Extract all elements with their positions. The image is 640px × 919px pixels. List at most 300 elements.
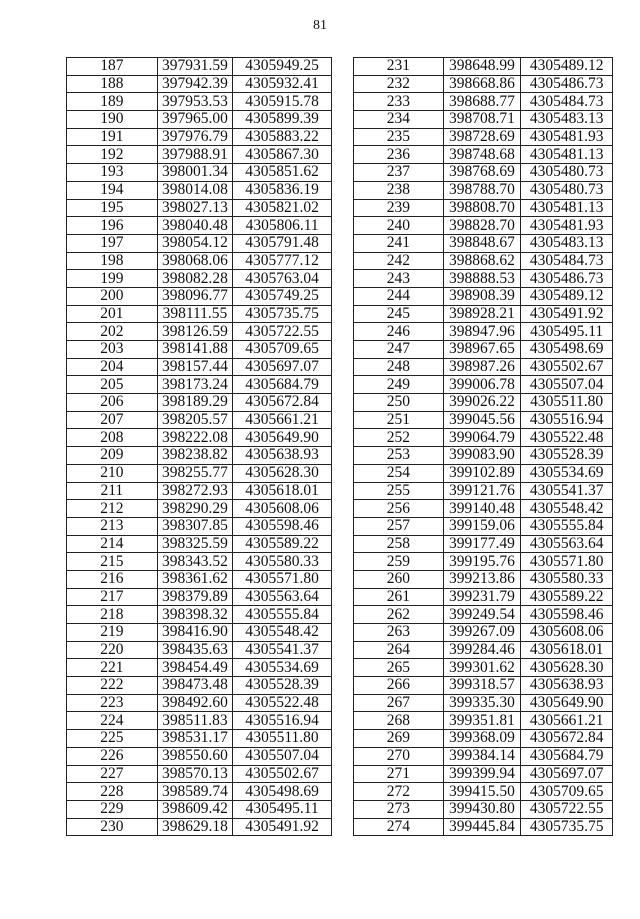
y-coordinate-cell: 4305507.04: [233, 747, 332, 765]
y-coordinate-cell: 4305821.02: [233, 199, 332, 217]
table-row: [354, 217, 613, 235]
point-number-cell: 208: [67, 429, 158, 447]
x-coordinate-cell: 399368.09: [443, 730, 521, 748]
y-coordinate-cell: 4305489.12: [521, 58, 613, 76]
table-row: [354, 659, 613, 677]
x-coordinate-cell: 398189.29: [157, 394, 233, 412]
y-coordinate-cell: 4305608.06: [521, 624, 613, 642]
y-coordinate-cell: 4305649.90: [233, 429, 332, 447]
table-row: [67, 305, 332, 323]
point-number-cell: 198: [67, 252, 158, 270]
coordinates-table-left: [66, 57, 332, 836]
table-row: [354, 305, 613, 323]
y-coordinate-cell: 4305598.46: [233, 517, 332, 535]
y-coordinate-cell: 4305555.84: [233, 606, 332, 624]
y-coordinate-cell: 4305618.01: [521, 641, 613, 659]
x-coordinate-cell: 399064.79: [443, 429, 521, 447]
y-coordinate-cell: 4305571.80: [233, 570, 332, 588]
table-row: [67, 641, 332, 659]
y-coordinate-cell: 4305495.11: [521, 323, 613, 341]
y-coordinate-cell: 4305791.48: [233, 234, 332, 252]
coordinates-table-right: [353, 57, 613, 836]
table-row: [354, 376, 613, 394]
table-row: [67, 588, 332, 606]
table-row: [354, 553, 613, 571]
y-coordinate-cell: 4305489.12: [521, 287, 613, 305]
table-row: [67, 535, 332, 553]
point-number-cell: 207: [67, 411, 158, 429]
x-coordinate-cell: 399430.80: [443, 800, 521, 818]
y-coordinate-cell: 4305722.55: [233, 323, 332, 341]
table-row: [354, 181, 613, 199]
y-coordinate-cell: 4305491.92: [233, 818, 332, 836]
point-number-cell: 241: [354, 234, 444, 252]
x-coordinate-cell: 398343.52: [157, 553, 233, 571]
x-coordinate-cell: 398473.48: [157, 677, 233, 695]
y-coordinate-cell: 4305555.84: [521, 517, 613, 535]
x-coordinate-cell: 398888.53: [443, 270, 521, 288]
x-coordinate-cell: 398609.42: [157, 800, 233, 818]
x-coordinate-cell: 398668.86: [443, 75, 521, 93]
x-coordinate-cell: 398868.62: [443, 252, 521, 270]
table-row: [354, 500, 613, 518]
x-coordinate-cell: 398788.70: [443, 181, 521, 199]
x-coordinate-cell: 399399.94: [443, 765, 521, 783]
y-coordinate-cell: 4305899.39: [233, 111, 332, 129]
table-row: [354, 517, 613, 535]
table-row: [67, 128, 332, 146]
point-number-cell: 228: [67, 783, 158, 801]
point-number-cell: 229: [67, 800, 158, 818]
point-number-cell: 256: [354, 500, 444, 518]
table-row: [354, 712, 613, 730]
table-row: [354, 75, 613, 93]
x-coordinate-cell: 398987.26: [443, 358, 521, 376]
x-coordinate-cell: 398416.90: [157, 624, 233, 642]
x-coordinate-cell: 399177.49: [443, 535, 521, 553]
point-number-cell: 255: [354, 482, 444, 500]
y-coordinate-cell: 4305608.06: [233, 500, 332, 518]
x-coordinate-cell: 397965.00: [157, 111, 233, 129]
x-coordinate-cell: 398111.55: [157, 305, 233, 323]
point-number-cell: 221: [67, 659, 158, 677]
table-row: [67, 606, 332, 624]
point-number-cell: 261: [354, 588, 444, 606]
x-coordinate-cell: 398096.77: [157, 287, 233, 305]
x-coordinate-cell: 398272.93: [157, 482, 233, 500]
y-coordinate-cell: 4305516.94: [233, 712, 332, 730]
point-number-cell: 267: [354, 694, 444, 712]
x-coordinate-cell: 398688.77: [443, 93, 521, 111]
point-number-cell: 225: [67, 730, 158, 748]
x-coordinate-cell: 399140.48: [443, 500, 521, 518]
point-number-cell: 253: [354, 447, 444, 465]
table-row: [67, 252, 332, 270]
point-number-cell: 193: [67, 164, 158, 182]
table-row: [67, 570, 332, 588]
x-coordinate-cell: 399231.79: [443, 588, 521, 606]
point-number-cell: 238: [354, 181, 444, 199]
point-number-cell: 211: [67, 482, 158, 500]
x-coordinate-cell: 398173.24: [157, 376, 233, 394]
table-row: [67, 58, 332, 76]
table-row: [354, 111, 613, 129]
y-coordinate-cell: 4305528.39: [521, 447, 613, 465]
table-row: [67, 517, 332, 535]
point-number-cell: 232: [354, 75, 444, 93]
y-coordinate-cell: 4305672.84: [521, 730, 613, 748]
point-number-cell: 236: [354, 146, 444, 164]
table-row: [354, 234, 613, 252]
x-coordinate-cell: 399006.78: [443, 376, 521, 394]
point-number-cell: 194: [67, 181, 158, 199]
point-number-cell: 204: [67, 358, 158, 376]
point-number-cell: 203: [67, 341, 158, 359]
x-coordinate-cell: 399213.86: [443, 570, 521, 588]
point-number-cell: 270: [354, 747, 444, 765]
table-row: [67, 730, 332, 748]
x-coordinate-cell: 399301.62: [443, 659, 521, 677]
y-coordinate-cell: 4305502.67: [521, 358, 613, 376]
y-coordinate-cell: 4305481.93: [521, 217, 613, 235]
y-coordinate-cell: 4305589.22: [233, 535, 332, 553]
point-number-cell: 223: [67, 694, 158, 712]
point-number-cell: 227: [67, 765, 158, 783]
point-number-cell: 188: [67, 75, 158, 93]
x-coordinate-cell: 398014.08: [157, 181, 233, 199]
x-coordinate-cell: 398511.83: [157, 712, 233, 730]
table-row: [354, 146, 613, 164]
point-number-cell: 250: [354, 394, 444, 412]
x-coordinate-cell: 397976.79: [157, 128, 233, 146]
point-number-cell: 252: [354, 429, 444, 447]
table-row: [67, 411, 332, 429]
point-number-cell: 259: [354, 553, 444, 571]
y-coordinate-cell: 4305589.22: [521, 588, 613, 606]
point-number-cell: 264: [354, 641, 444, 659]
y-coordinate-cell: 4305638.93: [521, 677, 613, 695]
table-row: [354, 128, 613, 146]
y-coordinate-cell: 4305867.30: [233, 146, 332, 164]
table-row: [67, 394, 332, 412]
y-coordinate-cell: 4305486.73: [521, 75, 613, 93]
x-coordinate-cell: 398157.44: [157, 358, 233, 376]
point-number-cell: 268: [354, 712, 444, 730]
x-coordinate-cell: 398027.13: [157, 199, 233, 217]
table-row: [67, 553, 332, 571]
table-body: [354, 58, 613, 836]
point-number-cell: 272: [354, 783, 444, 801]
y-coordinate-cell: 4305571.80: [521, 553, 613, 571]
table-row: [67, 712, 332, 730]
point-number-cell: 230: [67, 818, 158, 836]
x-coordinate-cell: 398908.39: [443, 287, 521, 305]
x-coordinate-cell: 397988.91: [157, 146, 233, 164]
table-row: [67, 111, 332, 129]
y-coordinate-cell: 4305709.65: [521, 783, 613, 801]
x-coordinate-cell: 398325.59: [157, 535, 233, 553]
x-coordinate-cell: 398808.70: [443, 199, 521, 217]
table-row: [354, 535, 613, 553]
y-coordinate-cell: 4305481.13: [521, 146, 613, 164]
point-number-cell: 187: [67, 58, 158, 76]
point-number-cell: 216: [67, 570, 158, 588]
point-number-cell: 199: [67, 270, 158, 288]
x-coordinate-cell: 398928.21: [443, 305, 521, 323]
point-number-cell: 244: [354, 287, 444, 305]
table-row: [354, 747, 613, 765]
table-row: [67, 677, 332, 695]
y-coordinate-cell: 4305628.30: [233, 464, 332, 482]
table-row: [67, 747, 332, 765]
y-coordinate-cell: 4305684.79: [233, 376, 332, 394]
x-coordinate-cell: 398205.57: [157, 411, 233, 429]
point-number-cell: 210: [67, 464, 158, 482]
table-row: [354, 482, 613, 500]
y-coordinate-cell: 4305638.93: [233, 447, 332, 465]
y-coordinate-cell: 4305498.69: [233, 783, 332, 801]
table-row: [67, 164, 332, 182]
x-coordinate-cell: 399284.46: [443, 641, 521, 659]
y-coordinate-cell: 4305483.13: [521, 111, 613, 129]
x-coordinate-cell: 398040.48: [157, 217, 233, 235]
point-number-cell: 234: [354, 111, 444, 129]
point-number-cell: 196: [67, 217, 158, 235]
y-coordinate-cell: 4305511.80: [233, 730, 332, 748]
y-coordinate-cell: 4305932.41: [233, 75, 332, 93]
x-coordinate-cell: 397953.53: [157, 93, 233, 111]
y-coordinate-cell: 4305495.11: [233, 800, 332, 818]
point-number-cell: 209: [67, 447, 158, 465]
point-number-cell: 214: [67, 535, 158, 553]
table-row: [67, 429, 332, 447]
point-number-cell: 219: [67, 624, 158, 642]
y-coordinate-cell: 4305563.64: [521, 535, 613, 553]
x-coordinate-cell: 398728.69: [443, 128, 521, 146]
point-number-cell: 212: [67, 500, 158, 518]
table-row: [354, 624, 613, 642]
point-number-cell: 274: [354, 818, 444, 836]
table-row: [67, 358, 332, 376]
y-coordinate-cell: 4305915.78: [233, 93, 332, 111]
x-coordinate-cell: 398629.18: [157, 818, 233, 836]
table-row: [354, 252, 613, 270]
point-number-cell: 263: [354, 624, 444, 642]
point-number-cell: 222: [67, 677, 158, 695]
y-coordinate-cell: 4305483.13: [521, 234, 613, 252]
table-row: [67, 75, 332, 93]
table-row: [67, 270, 332, 288]
y-coordinate-cell: 4305534.69: [521, 464, 613, 482]
table-row: [354, 588, 613, 606]
x-coordinate-cell: 398082.28: [157, 270, 233, 288]
point-number-cell: 239: [354, 199, 444, 217]
table-row: [67, 181, 332, 199]
y-coordinate-cell: 4305672.84: [233, 394, 332, 412]
table-row: [354, 429, 613, 447]
y-coordinate-cell: 4305480.73: [521, 181, 613, 199]
point-number-cell: 200: [67, 287, 158, 305]
table-row: [354, 800, 613, 818]
y-coordinate-cell: 4305649.90: [521, 694, 613, 712]
table-row: [354, 783, 613, 801]
table-row: [354, 323, 613, 341]
y-coordinate-cell: 4305484.73: [521, 93, 613, 111]
x-coordinate-cell: 398435.63: [157, 641, 233, 659]
y-coordinate-cell: 4305522.48: [521, 429, 613, 447]
y-coordinate-cell: 4305507.04: [521, 376, 613, 394]
x-coordinate-cell: 398454.49: [157, 659, 233, 677]
point-number-cell: 226: [67, 747, 158, 765]
y-coordinate-cell: 4305491.92: [521, 305, 613, 323]
x-coordinate-cell: 397931.59: [157, 58, 233, 76]
table-row: [354, 164, 613, 182]
y-coordinate-cell: 4305534.69: [233, 659, 332, 677]
y-coordinate-cell: 4305661.21: [233, 411, 332, 429]
x-coordinate-cell: 398255.77: [157, 464, 233, 482]
point-number-cell: 233: [354, 93, 444, 111]
x-coordinate-cell: 398708.71: [443, 111, 521, 129]
x-coordinate-cell: 398222.08: [157, 429, 233, 447]
x-coordinate-cell: 398398.32: [157, 606, 233, 624]
y-coordinate-cell: 4305498.69: [521, 341, 613, 359]
table-row: [67, 93, 332, 111]
table-row: [354, 199, 613, 217]
y-coordinate-cell: 4305722.55: [521, 800, 613, 818]
table-row: [354, 606, 613, 624]
point-number-cell: 265: [354, 659, 444, 677]
table-row: [67, 818, 332, 836]
y-coordinate-cell: 4305598.46: [521, 606, 613, 624]
point-number-cell: 224: [67, 712, 158, 730]
point-number-cell: 195: [67, 199, 158, 217]
y-coordinate-cell: 4305628.30: [521, 659, 613, 677]
table-row: [354, 818, 613, 836]
table-row: [354, 341, 613, 359]
table-row: [67, 800, 332, 818]
y-coordinate-cell: 4305528.39: [233, 677, 332, 695]
table-body: [67, 58, 332, 836]
x-coordinate-cell: 399159.06: [443, 517, 521, 535]
point-number-cell: 205: [67, 376, 158, 394]
point-number-cell: 190: [67, 111, 158, 129]
table-row: [67, 323, 332, 341]
table-row: [67, 500, 332, 518]
x-coordinate-cell: 399249.54: [443, 606, 521, 624]
point-number-cell: 262: [354, 606, 444, 624]
table-row: [67, 287, 332, 305]
x-coordinate-cell: 398492.60: [157, 694, 233, 712]
x-coordinate-cell: 399121.76: [443, 482, 521, 500]
point-number-cell: 189: [67, 93, 158, 111]
y-coordinate-cell: 4305522.48: [233, 694, 332, 712]
y-coordinate-cell: 4305697.07: [521, 765, 613, 783]
y-coordinate-cell: 4305949.25: [233, 58, 332, 76]
table-row: [67, 464, 332, 482]
point-number-cell: 258: [354, 535, 444, 553]
point-number-cell: 237: [354, 164, 444, 182]
x-coordinate-cell: 399102.89: [443, 464, 521, 482]
point-number-cell: 202: [67, 323, 158, 341]
x-coordinate-cell: 399351.81: [443, 712, 521, 730]
table-row: [354, 411, 613, 429]
table-row: [354, 464, 613, 482]
point-number-cell: 257: [354, 517, 444, 535]
point-number-cell: 240: [354, 217, 444, 235]
x-coordinate-cell: 399026.22: [443, 394, 521, 412]
point-number-cell: 231: [354, 58, 444, 76]
x-coordinate-cell: 398550.60: [157, 747, 233, 765]
table-row: [67, 341, 332, 359]
point-number-cell: 266: [354, 677, 444, 695]
table-row: [354, 93, 613, 111]
point-number-cell: 215: [67, 553, 158, 571]
page-number: 81: [313, 18, 327, 33]
point-number-cell: 197: [67, 234, 158, 252]
point-number-cell: 246: [354, 323, 444, 341]
x-coordinate-cell: 398828.70: [443, 217, 521, 235]
x-coordinate-cell: 398748.68: [443, 146, 521, 164]
point-number-cell: 201: [67, 305, 158, 323]
x-coordinate-cell: 398068.06: [157, 252, 233, 270]
y-coordinate-cell: 4305836.19: [233, 181, 332, 199]
y-coordinate-cell: 4305580.33: [233, 553, 332, 571]
point-number-cell: 220: [67, 641, 158, 659]
point-number-cell: 273: [354, 800, 444, 818]
x-coordinate-cell: 399318.57: [443, 677, 521, 695]
table-row: [354, 694, 613, 712]
y-coordinate-cell: 4305541.37: [521, 482, 613, 500]
y-coordinate-cell: 4305480.73: [521, 164, 613, 182]
x-coordinate-cell: 398141.88: [157, 341, 233, 359]
y-coordinate-cell: 4305486.73: [521, 270, 613, 288]
point-number-cell: 218: [67, 606, 158, 624]
x-coordinate-cell: 398001.34: [157, 164, 233, 182]
point-number-cell: 271: [354, 765, 444, 783]
x-coordinate-cell: 398054.12: [157, 234, 233, 252]
x-coordinate-cell: 398589.74: [157, 783, 233, 801]
y-coordinate-cell: 4305777.12: [233, 252, 332, 270]
table-row: [354, 447, 613, 465]
y-coordinate-cell: 4305484.73: [521, 252, 613, 270]
point-number-cell: 192: [67, 146, 158, 164]
point-number-cell: 247: [354, 341, 444, 359]
table-row: [354, 270, 613, 288]
x-coordinate-cell: 398570.13: [157, 765, 233, 783]
table-row: [67, 624, 332, 642]
point-number-cell: 243: [354, 270, 444, 288]
x-coordinate-cell: 399083.90: [443, 447, 521, 465]
y-coordinate-cell: 4305548.42: [521, 500, 613, 518]
x-coordinate-cell: 398848.67: [443, 234, 521, 252]
y-coordinate-cell: 4305563.64: [233, 588, 332, 606]
table-row: [67, 482, 332, 500]
table-row: [67, 234, 332, 252]
x-coordinate-cell: 398238.82: [157, 447, 233, 465]
y-coordinate-cell: 4305806.11: [233, 217, 332, 235]
x-coordinate-cell: 398126.59: [157, 323, 233, 341]
point-number-cell: 206: [67, 394, 158, 412]
x-coordinate-cell: 399195.76: [443, 553, 521, 571]
point-number-cell: 191: [67, 128, 158, 146]
x-coordinate-cell: 398648.99: [443, 58, 521, 76]
x-coordinate-cell: 399045.56: [443, 411, 521, 429]
y-coordinate-cell: 4305580.33: [521, 570, 613, 588]
table-row: [354, 641, 613, 659]
y-coordinate-cell: 4305697.07: [233, 358, 332, 376]
y-coordinate-cell: 4305735.75: [233, 305, 332, 323]
x-coordinate-cell: 399335.30: [443, 694, 521, 712]
